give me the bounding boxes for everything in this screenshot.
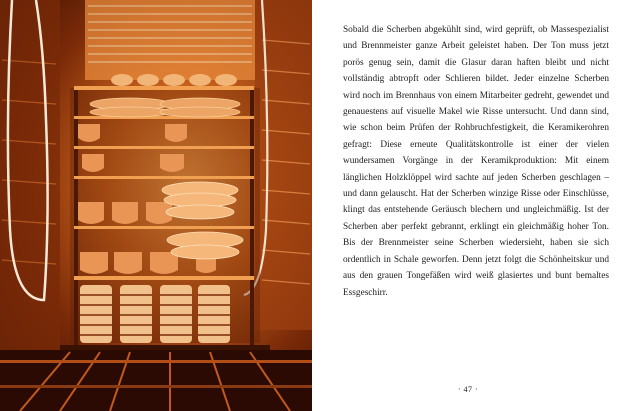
page-number: · 47 · [457, 385, 479, 394]
text-page [312, 0, 624, 411]
kiln-cart-rails [0, 350, 312, 411]
body-paragraph: Sobald die Scherben abgekühlt sind, wird geprüft, ob Massespezialist und Brennmeister ganze Arbeit geleistet haben. Der Ton muss jetzt porös genug sein, damit die Glasur daran haften bleibt und nicht vollständig abtropft oder Schlieren bildet. Jeder einzelne Scherben wird noch im Brennhaus von einem Mitarbeiter gedreht, gewendet und genauestens auf visuelle Makel wie Risse untersucht. Und dann sind, wie schon beim Prüfen der Rohbruchfestigkeit, die Keramikerohren gefragt: Diese erneute Qualitätskontrolle ist einer der vielen wundersamen Vorgänge in der Keramikproduktion: Mit einem länglichen Holzklöppel wird sachte auf jeden Scherben geschlagen – und dann gelauscht. Hat der Scherben winzige Risse oder Einschlüsse, klingt das entstehende Geräusch blechern und ungleichmäßig. Ist der Scherben aber perfekt gebrannt, erklingt ein gleichmäßig hoher Ton. Bis der Brennmeister seine Scherben wiedersieht, haben sie sich ordentlich in Schale geworfen. Denn jetzt folgt die Schönheitskur und aus den grauen Tongefäßen wird weiß glasiertes und bunt bemaltes Essgeschirr. [343, 25, 609, 298]
